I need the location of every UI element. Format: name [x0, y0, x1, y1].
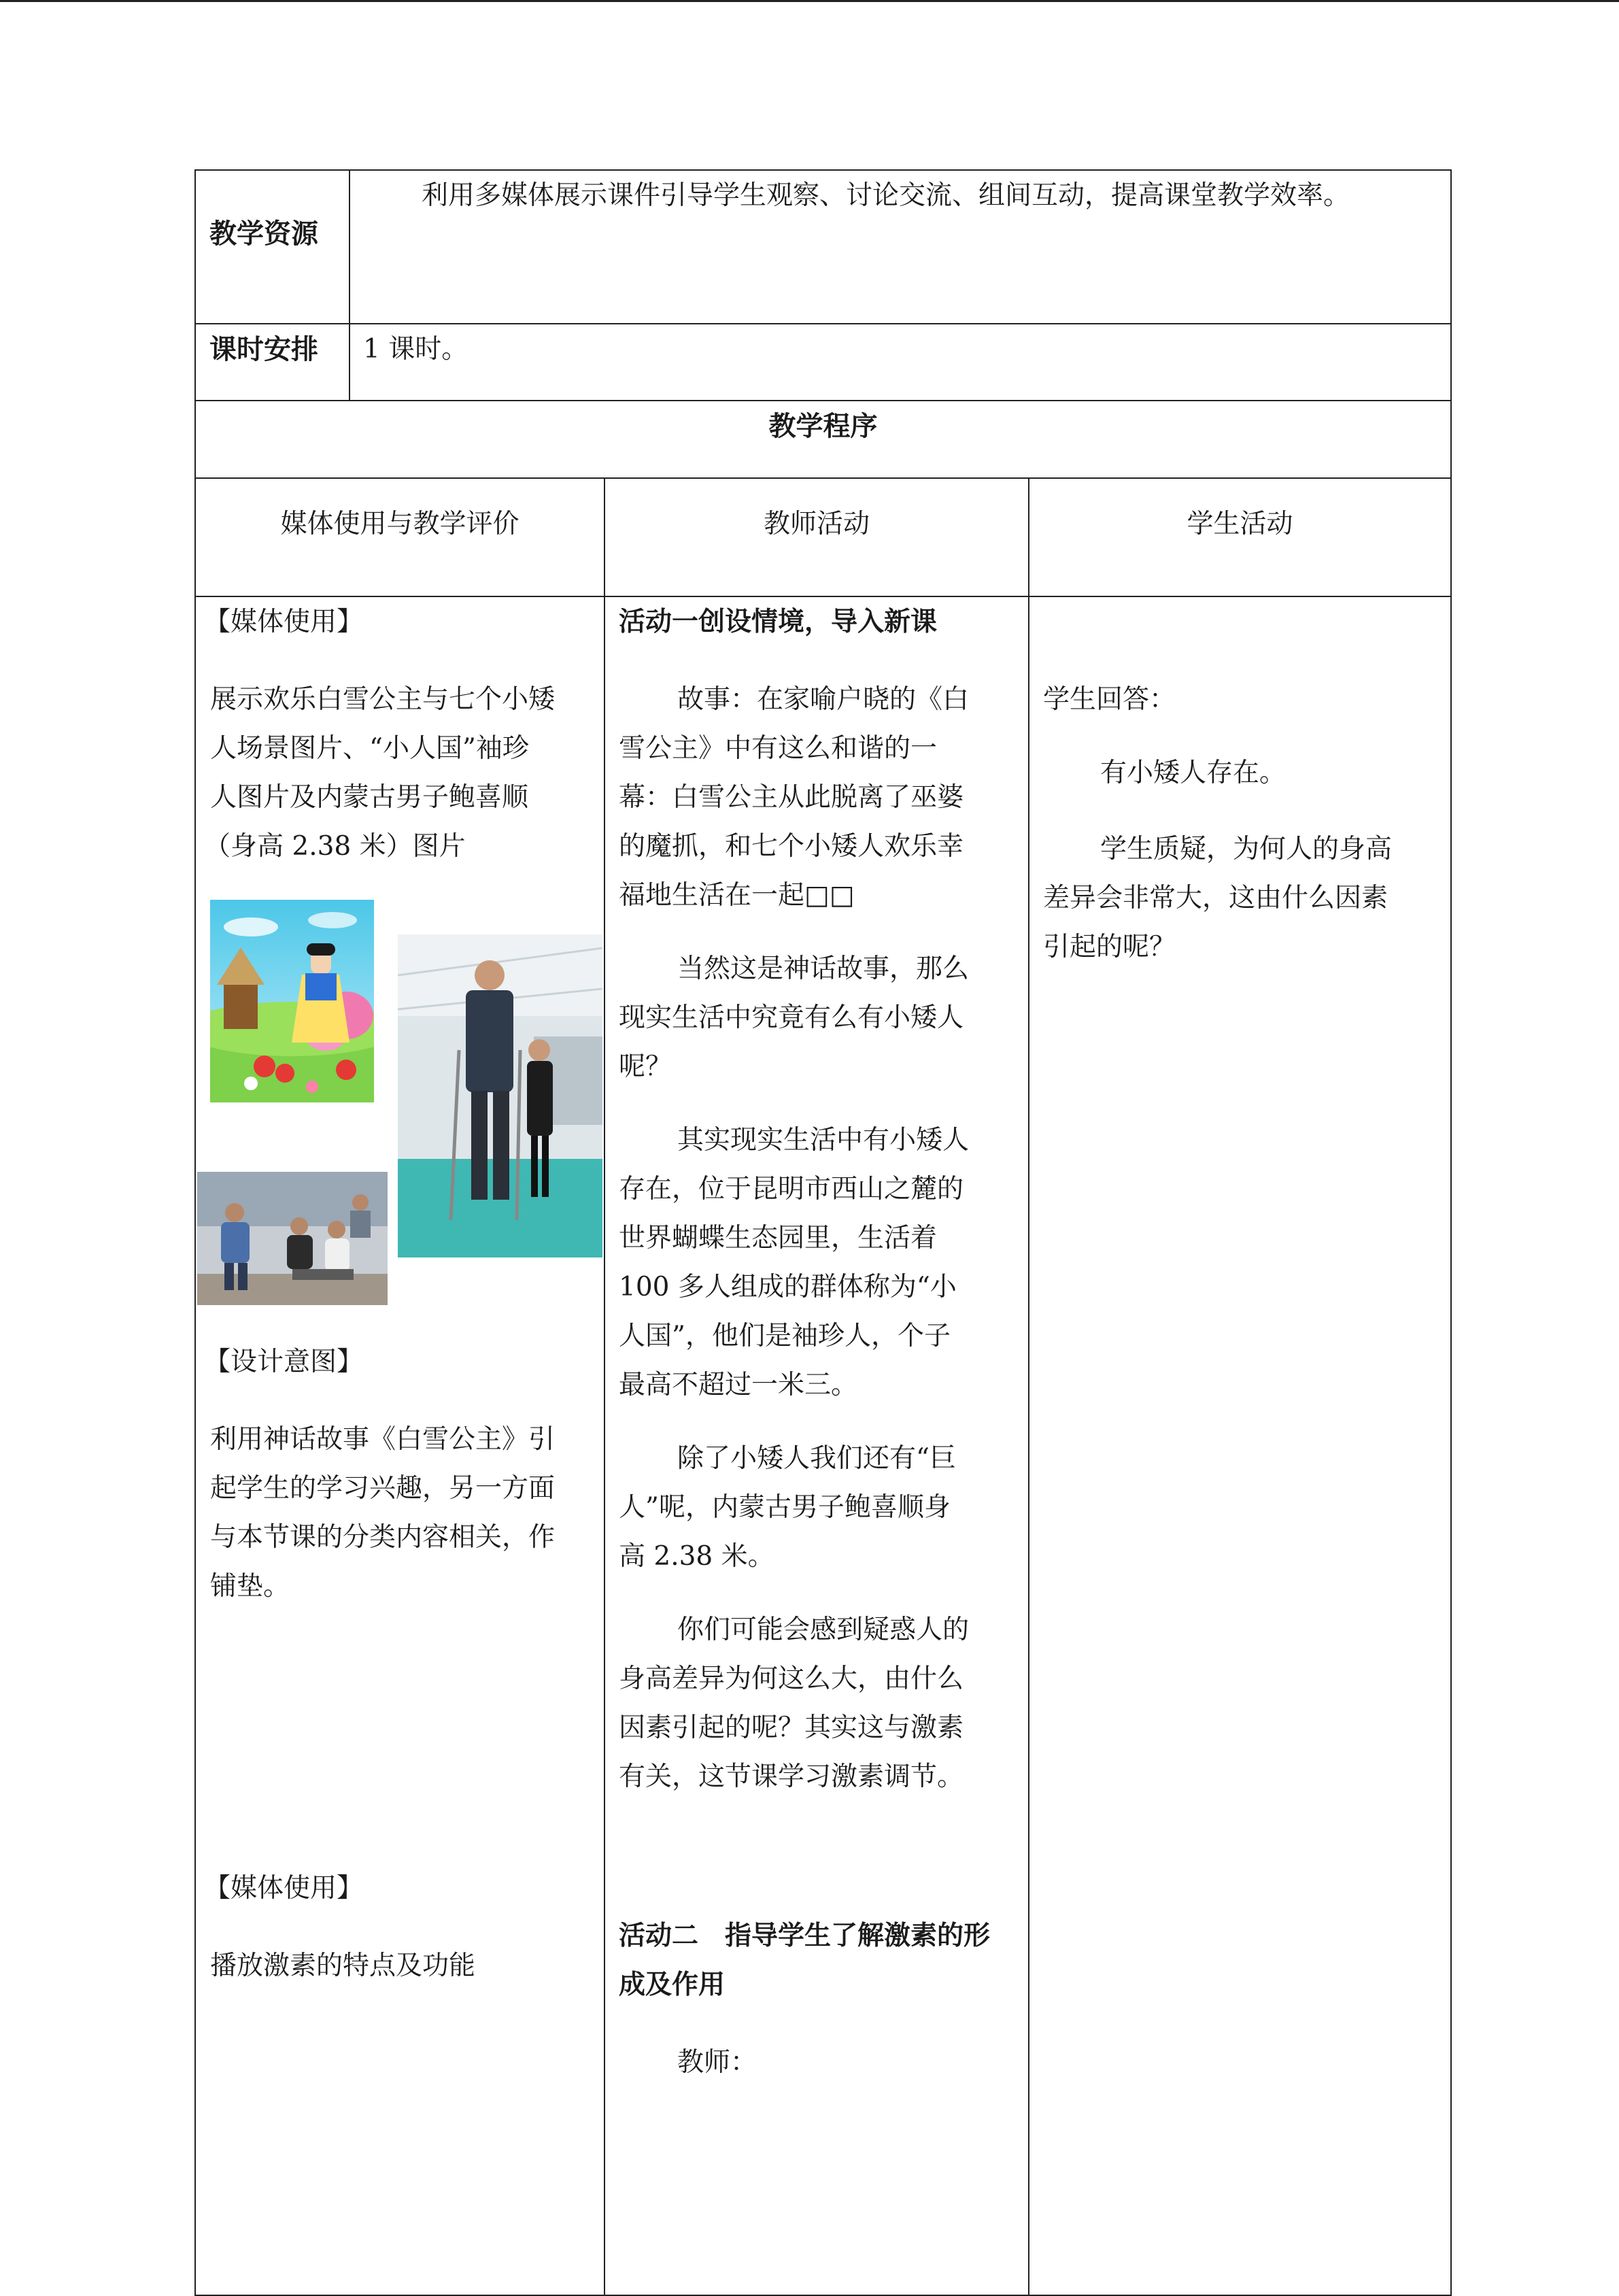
resources-label: 教学资源	[209, 218, 318, 250]
page-top-border	[0, 0, 1619, 2]
student-answer: 有小矮人存在。	[1100, 758, 1286, 788]
student-answer-label: 学生回答：	[1043, 684, 1176, 715]
teacher-p3-line: 人国”，他们是袖珍人，个子	[619, 1321, 951, 1351]
design-desc-line: 铺垫。	[210, 1571, 290, 1602]
schedule-content-cell	[349, 323, 1452, 401]
schedule-label: 课时安排	[209, 334, 318, 365]
procedure-title: 教学程序	[768, 411, 878, 442]
resources-content: 利用多媒体展示课件引导学生观察、讨论交流、组间互动，提高课堂教学效率。	[422, 180, 1350, 211]
teacher-p4-line: 人”呢，内蒙古男子鲍喜顺身	[619, 1492, 951, 1523]
teacher-p4-line: 除了小矮人我们还有“巨	[677, 1443, 956, 1474]
teacher-p5-line: 有关，这节课学习激素调节。	[619, 1761, 964, 1792]
activity2-title-line: 活动二 指导学生了解激素的形	[619, 1921, 991, 1951]
activity2-title-line: 成及作用	[619, 1970, 726, 2000]
teacher-p5-line: 你们可能会感到疑惑人的	[677, 1615, 970, 1645]
teacher-column-header: 教师活动	[763, 509, 870, 539]
teacher-p3-line: 100 多人组成的群体称为“小	[619, 1272, 957, 1302]
media-desc-line: 人图片及内蒙古男子鲍喜顺	[210, 782, 529, 813]
teacher-p2-line: 现实生活中究竟有么有小矮人	[619, 1002, 964, 1033]
student-question-line: 学生质疑，为何人的身高	[1100, 834, 1393, 864]
student-question-line: 差异会非常大，这由什么因素	[1043, 883, 1388, 913]
teacher-p1-line: 幕：白雪公主从此脱离了巫婆	[619, 782, 964, 813]
media-use-heading-1: 【媒体使用】	[204, 607, 364, 637]
design-desc-line: 利用神话故事《白雪公主》引	[210, 1424, 556, 1455]
media-column-header: 媒体使用与教学评价	[280, 509, 519, 539]
teacher-p1-line: 雪公主》中有这么和谐的一	[619, 733, 938, 764]
student-question-line: 引起的呢？	[1043, 932, 1176, 962]
media-use-heading-2: 【媒体使用】	[204, 1873, 364, 1904]
teacher-p3-line: 其实现实生活中有小矮人	[677, 1125, 970, 1155]
schedule-content: 1 课时。	[363, 334, 468, 365]
media-desc-line: 人场景图片、“小人国”袖珍	[210, 733, 529, 764]
tall-man-photo	[398, 934, 602, 1257]
media-desc-line: 展示欢乐白雪公主与七个小矮	[210, 684, 556, 715]
little-people-photo	[197, 1172, 388, 1305]
activity1-title: 活动一创设情境，导入新课	[619, 607, 938, 637]
teacher-p5-line: 因素引起的呢？其实这与激素	[619, 1712, 964, 1743]
student-column-header: 学生活动	[1187, 509, 1293, 539]
media-desc-2: 播放激素的特点及功能	[210, 1951, 476, 1981]
design-desc-line: 与本节课的分类内容相关，作	[210, 1522, 556, 1553]
design-desc-line: 起学生的学习兴趣，另一方面	[210, 1473, 556, 1504]
teacher-p1-line: 故事：在家喻户晓的《白	[677, 684, 970, 715]
teacher-p4-line: 高 2.38 米。	[619, 1541, 774, 1572]
media-desc-line: （身高 2.38 米）图片	[204, 831, 466, 862]
teacher-p2-line: 当然这是神话故事，那么	[677, 953, 970, 984]
teacher-p1-line: 的魔抓，和七个小矮人欢乐幸	[619, 831, 964, 862]
teacher-p3-line: 世界蝴蝶生态园里，生活着	[619, 1223, 938, 1253]
teacher-p3-line: 最高不超过一米三。	[619, 1370, 858, 1400]
teacher-label: 教师：	[677, 2047, 757, 2078]
teacher-p2-line: 呢？	[619, 1051, 672, 1082]
snow-white-cartoon-image	[210, 900, 374, 1102]
teacher-p5-line: 身高差异为何这么大，由什么	[619, 1664, 964, 1694]
teacher-p1-line: 福地生活在一起□□	[619, 880, 855, 911]
design-intent-heading: 【设计意图】	[204, 1347, 364, 1377]
teacher-p3-line: 存在，位于昆明市西山之麓的	[619, 1174, 964, 1204]
